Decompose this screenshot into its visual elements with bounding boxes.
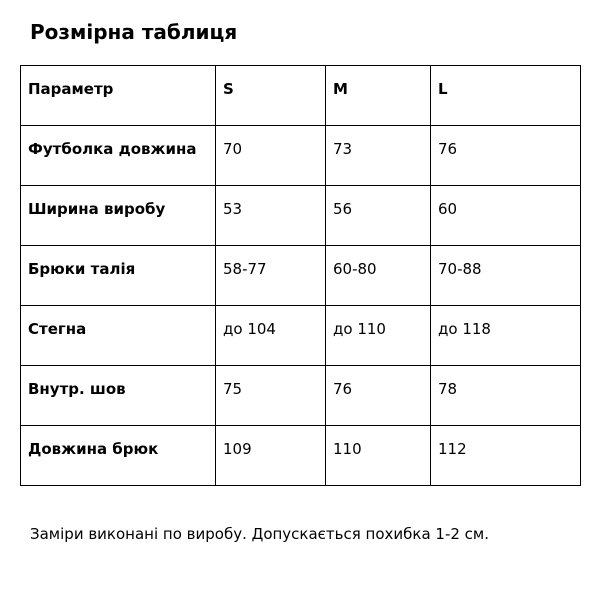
value-cell: 60 <box>431 186 581 246</box>
value-cell: 56 <box>326 186 431 246</box>
table-row <box>21 366 581 426</box>
parameter-cell: Футболка довжина <box>21 126 216 186</box>
value-cell: 75 <box>216 366 326 426</box>
value-cell: 70 <box>216 126 326 186</box>
table-row <box>21 306 581 366</box>
header-cell-size-l: L <box>431 66 581 126</box>
value-cell: 58-77 <box>216 246 326 306</box>
value-cell: 76 <box>326 366 431 426</box>
value-cell: 110 <box>326 426 431 486</box>
parameter-cell: Внутр. шов <box>21 366 216 426</box>
value-cell: 78 <box>431 366 581 426</box>
value-cell: 76 <box>431 126 581 186</box>
header-cell-parameter: Параметр <box>21 66 216 126</box>
parameter-cell: Довжина брюк <box>21 426 216 486</box>
size-chart-table <box>20 65 581 486</box>
value-cell: 73 <box>326 126 431 186</box>
value-cell: 53 <box>216 186 326 246</box>
parameter-cell: Ширина виробу <box>21 186 216 246</box>
value-cell: 60-80 <box>326 246 431 306</box>
value-cell: 109 <box>216 426 326 486</box>
measurement-note: Заміри виконані по виробу. Допускається похибка 1-2 см. <box>30 525 490 543</box>
table-row <box>21 426 581 486</box>
parameter-cell: Брюки талія <box>21 246 216 306</box>
table-header-row <box>21 66 581 126</box>
table-row <box>21 126 581 186</box>
value-cell: 112 <box>431 426 581 486</box>
value-cell: до 104 <box>216 306 326 366</box>
header-cell-size-s: S <box>216 66 326 126</box>
parameter-cell: Стегна <box>21 306 216 366</box>
table-row <box>21 186 581 246</box>
table-row <box>21 246 581 306</box>
value-cell: до 118 <box>431 306 581 366</box>
page-title: Розмірна таблиця <box>30 20 238 44</box>
value-cell: до 110 <box>326 306 431 366</box>
header-cell-size-m: M <box>326 66 431 126</box>
value-cell: 70-88 <box>431 246 581 306</box>
